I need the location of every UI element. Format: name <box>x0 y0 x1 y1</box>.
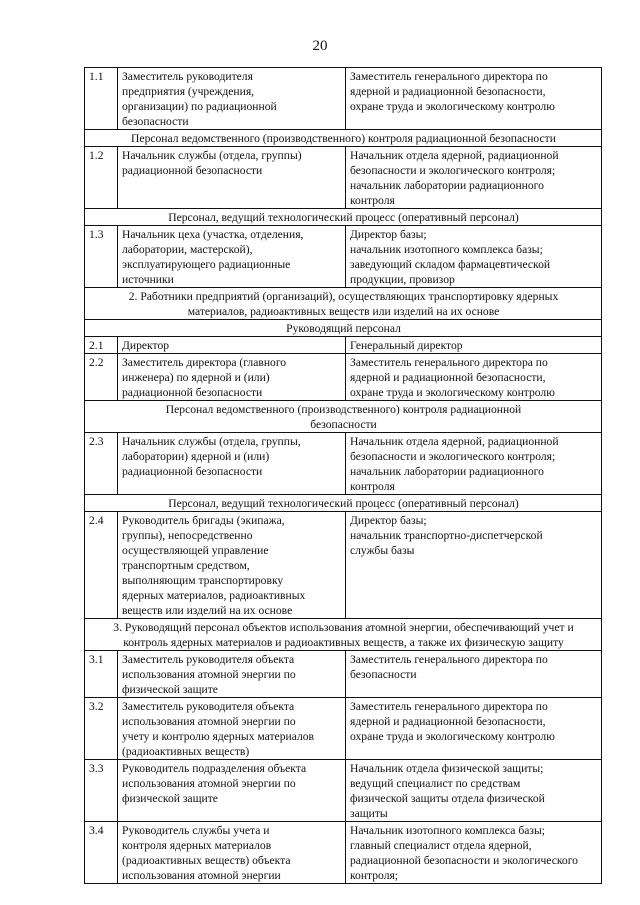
corresponding-position <box>346 337 602 354</box>
corresponding-position-line: защиты <box>350 807 388 820</box>
position-title-line: радиационной безопасности <box>122 164 263 177</box>
position-title-line: (радиоактивных веществ) объекта <box>122 854 291 867</box>
position-title-line: источники <box>122 273 174 286</box>
corresponding-position-line: Заместитель генерального директора по <box>350 653 548 666</box>
corresponding-position-line: физической защиты отдела физической <box>350 792 545 805</box>
corresponding-position-line: ядерной и радиационной безопасности, <box>350 371 546 384</box>
corresponding-position-line: безопасности и экологического контроля; <box>350 450 556 463</box>
corresponding-position-line: Начальник отдела физической защиты; <box>350 762 544 775</box>
corresponding-position <box>346 433 602 495</box>
section-header-row <box>85 495 602 512</box>
table-row <box>85 226 602 288</box>
section-header-row <box>85 320 602 337</box>
corresponding-position-line: радиационной безопасности и экологического <box>350 854 578 867</box>
position-title-line: веществ или изделий на их основе <box>122 604 293 617</box>
corresponding-position-line: начальник изотопного комплекса базы; <box>350 243 543 256</box>
item-number: 3.1 <box>85 651 118 698</box>
corresponding-position-line: охране труда и экологическому контролю <box>350 100 555 113</box>
position-title-line: Заместитель руководителя объекта <box>122 653 295 666</box>
table-row <box>85 433 602 495</box>
position-title-line: Руководитель подразделения объекта <box>122 762 307 775</box>
corresponding-position-line: начальник транспортно-диспетчерской <box>350 529 543 542</box>
section-header-line: Персонал, ведущий технологический процесс (оперативный персонал) <box>168 211 519 224</box>
position-title <box>118 68 346 130</box>
section-header-line: контроль ядерных материалов и радиоактивных веществ, а также их физическую защиту <box>123 636 564 649</box>
section-header-row <box>85 401 602 433</box>
corresponding-position-line: контроля <box>350 480 395 493</box>
corresponding-position-line: главный специалист отдела ядерной, <box>350 839 532 852</box>
item-number: 1.2 <box>85 147 118 209</box>
position-title <box>118 698 346 760</box>
position-title-line: Руководитель службы учета и <box>122 824 270 837</box>
table-row <box>85 822 602 884</box>
corresponding-position-line: Начальник отдела ядерной, радиационной <box>350 149 559 162</box>
section-header-row <box>85 288 602 320</box>
item-number: 1.1 <box>85 68 118 130</box>
position-title-line: учету и контролю ядерных материалов <box>122 730 315 743</box>
position-title-line: осуществляющей управление <box>122 544 269 557</box>
section-header-line: 2. Работники предприятий (организаций), осуществляющих транспортировку ядерных <box>128 290 559 303</box>
position-title-line: безопасности <box>122 115 189 128</box>
position-title-line: радиационной безопасности <box>122 465 263 478</box>
corresponding-position <box>346 147 602 209</box>
position-title-line: использования атомной энергии по <box>122 777 296 790</box>
item-number: 2.2 <box>85 354 118 401</box>
position-title <box>118 651 346 698</box>
position-title <box>118 147 346 209</box>
section-header <box>85 495 602 512</box>
table-row <box>85 354 602 401</box>
position-title-line: использования атомной энергии по <box>122 668 296 681</box>
position-title-line: транспортным средством, <box>122 559 250 572</box>
position-title-line: эксплуатирующего радиационные <box>122 258 291 271</box>
position-title-line: контроля ядерных материалов <box>122 839 272 852</box>
corresponding-position-line: охране труда и экологическому контролю <box>350 730 555 743</box>
position-title-line: инженера) по ядерной и (или) <box>122 371 270 384</box>
corresponding-position-line: Заместитель генерального директора по <box>350 700 548 713</box>
item-number: 3.3 <box>85 760 118 822</box>
corresponding-position-line: продукции, провизор <box>350 273 455 286</box>
table-row <box>85 512 602 619</box>
table-row <box>85 337 602 354</box>
position-title-line: физической защите <box>122 683 218 696</box>
section-header-line: Персонал ведомственного (производственного) контроля радиационной безопасности <box>131 132 556 145</box>
item-number: 3.4 <box>85 822 118 884</box>
position-title-line: выполняющим транспортировку <box>122 574 284 587</box>
position-title-line: организации) по радиационной <box>122 100 277 113</box>
position-title-line: радиационной безопасности <box>122 386 263 399</box>
section-header <box>85 130 602 147</box>
item-number: 2.3 <box>85 433 118 495</box>
corresponding-position-line: начальник лаборатории радиационного <box>350 465 544 478</box>
position-title-line: ядерных материалов, радиоактивных <box>122 589 306 602</box>
corresponding-position-line: ядерной и радиационной безопасности, <box>350 715 546 728</box>
section-header <box>85 320 602 337</box>
corresponding-position-line: Директор базы; <box>350 514 427 527</box>
corresponding-position-line: контроля <box>350 194 395 207</box>
table-row <box>85 760 602 822</box>
position-title-line: Начальник службы (отдела, группы) <box>122 149 302 162</box>
position-title-line: Директор <box>122 339 170 352</box>
corresponding-position <box>346 354 602 401</box>
corresponding-position-line: контроля; <box>350 869 399 882</box>
section-header-row <box>85 130 602 147</box>
position-title-line: лаборатории, мастерской), <box>122 243 253 256</box>
position-title-line: Руководитель бригады (экипажа, <box>122 514 285 527</box>
position-title-line: Начальник цеха (участка, отделения, <box>122 228 304 241</box>
item-number: 3.2 <box>85 698 118 760</box>
corresponding-position <box>346 68 602 130</box>
position-title <box>118 226 346 288</box>
item-number: 1.3 <box>85 226 118 288</box>
position-title <box>118 433 346 495</box>
corresponding-position-line: Начальник изотопного комплекса базы; <box>350 824 545 837</box>
corresponding-position-line: службы базы <box>350 544 415 557</box>
corresponding-position-line: Начальник отдела ядерной, радиационной <box>350 435 559 448</box>
position-title <box>118 337 346 354</box>
position-title-line: предприятия (учреждения, <box>122 85 255 98</box>
section-header-row <box>85 619 602 651</box>
section-header-row <box>85 209 602 226</box>
position-title-line: группы), непосредственно <box>122 529 253 542</box>
corresponding-position-line: ядерной и радиационной безопасности, <box>350 85 546 98</box>
table-row <box>85 698 602 760</box>
item-number: 2.1 <box>85 337 118 354</box>
section-header <box>85 401 602 433</box>
corresponding-position-line: Заместитель генерального директора по <box>350 356 548 369</box>
item-number: 2.4 <box>85 512 118 619</box>
position-title-line: физической защите <box>122 792 218 805</box>
corresponding-position-line: заведующий складом фармацевтической <box>350 258 551 271</box>
corresponding-position-line: Директор базы; <box>350 228 427 241</box>
corresponding-position <box>346 651 602 698</box>
section-header-line: Персонал, ведущий технологический процесс (оперативный персонал) <box>168 497 519 510</box>
corresponding-position <box>346 822 602 884</box>
corresponding-position-line: ведущий специалист по средствам <box>350 777 521 790</box>
position-title-line: использования атомной энергии <box>122 869 281 882</box>
page-number: 20 <box>312 38 328 54</box>
table-row <box>85 147 602 209</box>
corresponding-position-line: Генеральный директор <box>350 339 463 352</box>
position-title-line: использования атомной энергии по <box>122 715 296 728</box>
position-title-line: лаборатории) ядерной и (или) <box>122 450 270 463</box>
position-title <box>118 822 346 884</box>
section-header-line: безопасности <box>310 418 377 431</box>
corresponding-position-line: охране труда и экологическому контролю <box>350 386 555 399</box>
positions-table-body <box>85 68 602 884</box>
section-header <box>85 619 602 651</box>
position-title <box>118 512 346 619</box>
position-title-line: Заместитель руководителя <box>122 70 253 83</box>
section-header-line: материалов, радиоактивных веществ или изделий на их основе <box>187 305 500 318</box>
corresponding-position-line: начальник лаборатории радиационного <box>350 179 544 192</box>
section-header-line: 3. Руководящий персонал объектов использования атомной энергии, обеспечивающий учет и <box>113 621 574 634</box>
corresponding-position <box>346 698 602 760</box>
section-header-line: Руководящий персонал <box>286 322 401 335</box>
positions-table <box>84 67 602 884</box>
table-row <box>85 651 602 698</box>
position-title <box>118 760 346 822</box>
corresponding-position-line: безопасности <box>350 668 417 681</box>
corresponding-position-line: безопасности и экологического контроля; <box>350 164 556 177</box>
corresponding-position <box>346 512 602 619</box>
table-row <box>85 68 602 130</box>
position-title-line: Заместитель руководителя объекта <box>122 700 295 713</box>
section-header <box>85 209 602 226</box>
section-header <box>85 288 602 320</box>
corresponding-position <box>346 226 602 288</box>
corresponding-position-line: Заместитель генерального директора по <box>350 70 548 83</box>
section-header-line: Персонал ведомственного (производственного) контроля радиационной <box>165 403 522 416</box>
position-title-line: (радиоактивных веществ) <box>122 745 250 758</box>
position-title-line: Заместитель директора (главного <box>122 356 287 369</box>
position-title-line: Начальник службы (отдела, группы, <box>122 435 301 448</box>
corresponding-position <box>346 760 602 822</box>
position-title <box>118 354 346 401</box>
